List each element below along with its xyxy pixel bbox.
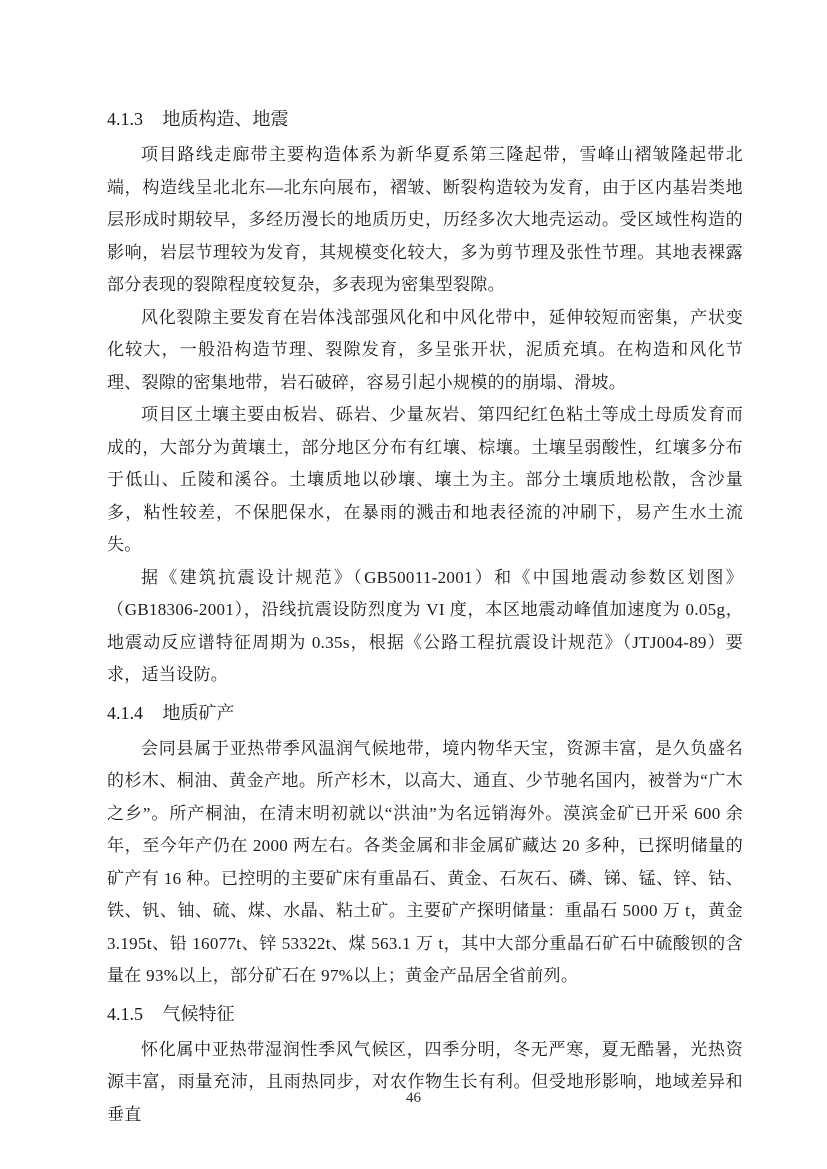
- body-paragraph: 怀化属中亚热带湿润性季风气候区，四季分明，冬无严寒，夏无酷暑，光热资源丰富，雨量充沛，且雨热同步，对农作物生长有利。但受地形影响，地域差异和垂直: [107, 1039, 743, 1124]
- body-paragraph: 风化裂隙主要发育在岩体浅部强风化和中风化带中，延伸较短而密集，产状变化较大，一般沿构造节理、裂隙发育，多呈张开状，泥质充填。在构造和风化节理、裂隙的密集地带，岩石破碎，容易引起小规模的的崩塌、滑坡。: [107, 307, 743, 392]
- body-paragraph: 会同县属于亚热带季风温润气候地带，境内物华天宝，资源丰富，是久负盛名的杉木、桐油、黄金产地。所产杉木，以高大、通直、少节驰名国内，被誉为“广木之乡”。所产桐油，在清末明初就以“洪油”为名远销海外。漠滨金矿已开采 600 余年，至今年产仍在 2000 两左右。各类金属和非金属矿藏达 20 多种，已探明储量的矿产有 16 种。已控明的主要矿床有重晶石、黄金、石灰石、磷、锑、锰、锌、钴、铁、钒、铀、硫、煤、水晶、粘土矿。主要矿产探明储量：重晶石 5000 万 t，黄金 3.195t、铅 16077t、锌 53322t、煤 563.1 万 t，其中大部分重晶石矿石中硫酸钡的含量在 93%以上，部分矿石在 97%以上；黄金产品居全省前列。: [107, 738, 743, 985]
- body-paragraph: 项目区土壤主要由板岩、砾岩、少量灰岩、第四纪红色粘土等成土母质发育而成的，大部分为黄壤土，部分地区分布有红壤、棕壤。土壤呈弱酸性，红壤多分布于低山、丘陵和溪谷。土壤质地以砂壤、壤土为主。部分土壤质地松散，含沙量多，粘性较差，不保肥保水，在暴雨的溅击和地表径流的冲刷下，易产生水土流失。: [107, 405, 743, 554]
- page-number: 46: [406, 1090, 421, 1106]
- section-number: 4.1.5: [107, 1003, 143, 1024]
- body-paragraph: 据《建筑抗震设计规范》（GB50011-2001）和《中国地震动参数区划图》（GB18306-2001），沿线抗震设防烈度为 VI 度，本区地震动峰值加速度为 0.05g，地震动反应谱特征周期为 0.35s，根据《公路工程抗震设计规范》（JTJ004-89）要求，适当设防。: [107, 567, 743, 684]
- section-title: 气候特征: [162, 1003, 235, 1024]
- section-number: 4.1.4: [107, 702, 143, 723]
- section-number: 4.1.3: [107, 109, 143, 129]
- section-heading-4-1-5: [107, 998, 743, 1030]
- section-heading-4-1-3: [107, 103, 743, 135]
- section-title: 地质矿产: [162, 702, 235, 723]
- section-heading-4-1-4: [107, 697, 743, 729]
- body-paragraph: 项目路线走廊带主要构造体系为新华夏系第三隆起带，雪峰山褶皱隆起带北端，构造线呈北北东—北东向展布，褶皱、断裂构造较为发育，由于区内基岩类地层形成时期较早，多经历漫长的地质历史，历经多次大地壳运动。受区域性构造的影响，岩层节理较为发育，其规模变化较大，多为剪节理及张性节理。其地表裸露部分表现的裂隙程度较复杂，多表现为密集型裂隙。: [107, 145, 743, 294]
- section-title: 地质构造、地震: [162, 109, 289, 129]
- document-content: [107, 98, 743, 1131]
